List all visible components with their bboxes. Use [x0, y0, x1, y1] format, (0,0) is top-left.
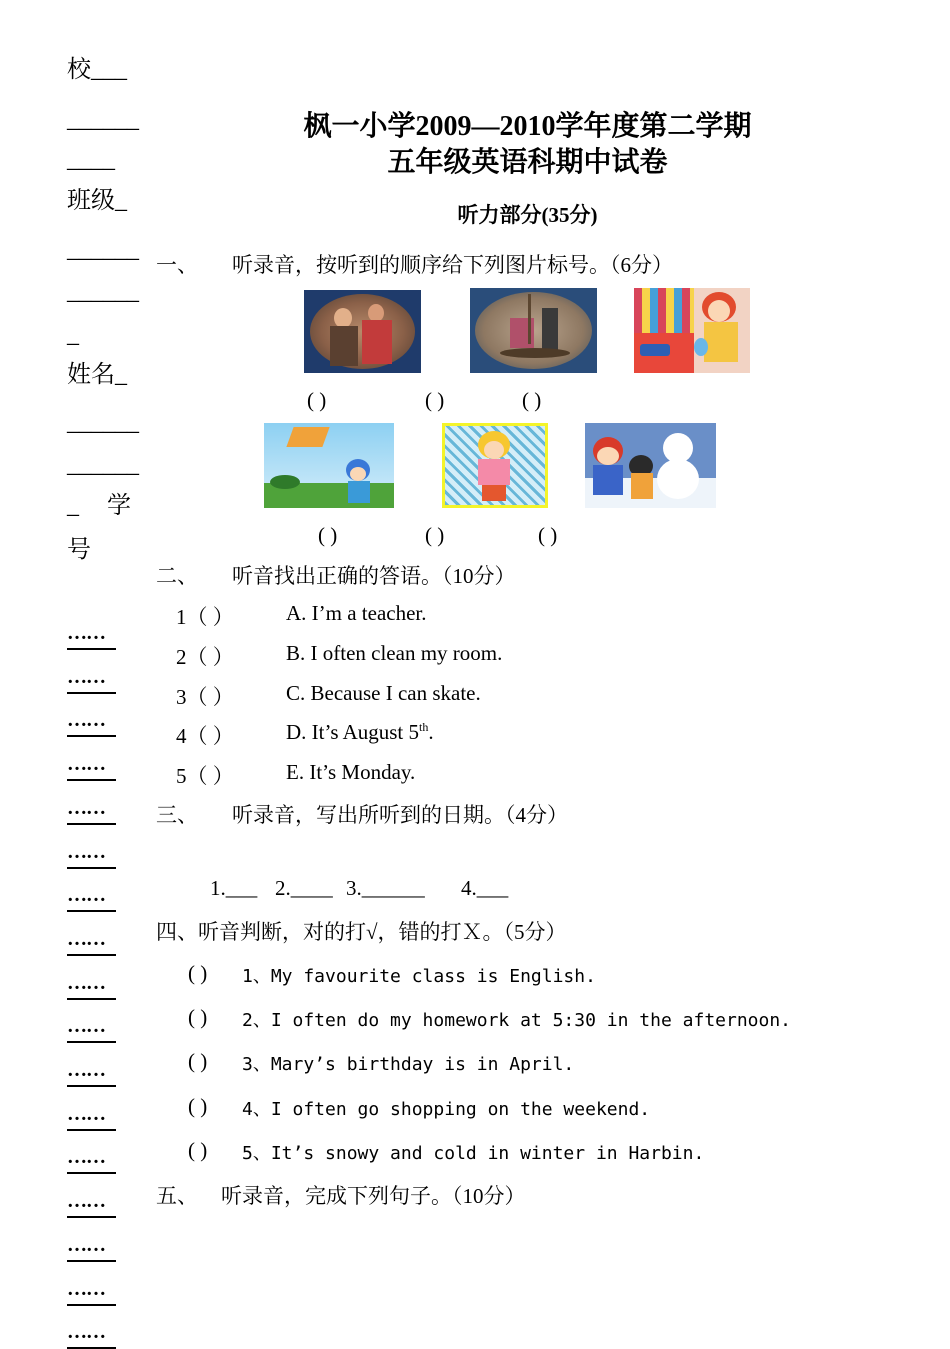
binding-dots: ……	[67, 845, 116, 869]
date-blank-1[interactable]: 1.___	[210, 876, 258, 900]
date-blank-2[interactable]: 2.____	[275, 876, 333, 900]
answer-paren[interactable]: ( )	[425, 523, 445, 547]
answer-option	[286, 720, 434, 745]
class-field: 班级_	[67, 188, 127, 214]
section-text: 听录音，按听到的顺序给下列图片标号。（6分）	[232, 253, 673, 277]
binding-dots: ……	[67, 1150, 116, 1174]
answer-option: E. It’s Monday.	[286, 760, 416, 784]
answer-paren[interactable]: ( )	[307, 388, 327, 412]
judge-paren[interactable]: ( )	[188, 1005, 208, 1029]
ordinal-suffix: th	[419, 720, 429, 734]
question-number[interactable]: 2（ ）	[176, 645, 234, 669]
binding-dots: ……	[67, 1282, 116, 1306]
judge-paren[interactable]: ( )	[188, 961, 208, 985]
section-text: 听录音，写出所听到的日期。（4分）	[232, 803, 568, 827]
judge-statement: 5、It’s snowy and cold in winter in Harbin.	[242, 1143, 705, 1164]
section-5-heading	[156, 1180, 526, 1210]
section-number: 一、	[156, 253, 198, 277]
binding-dots: ……	[67, 1063, 116, 1087]
binding-dots: ……	[67, 976, 116, 1000]
section-1-heading	[156, 249, 673, 279]
page-title-line2: 五年级英语科期中试卷	[387, 147, 668, 178]
picture-planting-tree	[470, 288, 597, 373]
blank-line: _	[67, 493, 79, 519]
judge-statement: 2、I often do my homework at 5:30 in the afternoon.	[242, 1010, 792, 1031]
blank-line: ____	[67, 147, 115, 173]
binding-dots: ……	[67, 888, 116, 912]
answer-paren[interactable]: ( )	[318, 523, 338, 547]
binding-dots: ……	[67, 713, 116, 737]
binding-dots: ……	[67, 1194, 116, 1218]
judge-statement: 4、I often go shopping on the weekend.	[242, 1099, 651, 1120]
section-text: 听音找出正确的答语。（10分）	[232, 564, 516, 588]
section-4-heading: 四、听音判断，对的打√，错的打Ｘ。（5分）	[156, 920, 567, 944]
blank-line: ______	[67, 452, 139, 478]
answer-option: A. I’m a teacher.	[286, 601, 427, 625]
student-number-label: 号	[67, 537, 91, 563]
binding-dots: ……	[67, 626, 116, 650]
question-number[interactable]: 1（ ）	[176, 605, 234, 629]
answer-paren[interactable]: ( )	[522, 388, 542, 412]
judge-paren[interactable]: ( )	[188, 1049, 208, 1073]
answer-text: D. It’s August 5	[286, 720, 420, 744]
judge-paren[interactable]: ( )	[188, 1138, 208, 1162]
picture-shopping-girl	[634, 288, 750, 373]
blank-line: _	[67, 322, 79, 348]
question-number[interactable]: 3（ ）	[176, 685, 234, 709]
picture-snowman	[585, 423, 716, 508]
picture-flying-kite	[264, 423, 394, 508]
section-subtitle: 听力部分(35分)	[457, 203, 598, 227]
date-blank-3[interactable]: 3.______	[346, 876, 425, 900]
page-title: 枫一小学2009—2010学年度第二学期	[303, 111, 752, 142]
answer-option: C. Because I can skate.	[286, 681, 481, 705]
blank-line: ______	[67, 107, 139, 133]
binding-dots: ……	[67, 1107, 116, 1131]
section-number: 二、	[156, 564, 198, 588]
question-number[interactable]: 5（ ）	[176, 764, 234, 788]
binding-dots: ……	[67, 801, 116, 825]
name-field: 姓名_	[67, 362, 127, 388]
judge-paren[interactable]: ( )	[188, 1094, 208, 1118]
section-3-heading	[156, 799, 568, 829]
answer-option: B. I often clean my room.	[286, 641, 503, 665]
answer-paren[interactable]: ( )	[425, 388, 445, 412]
student-number-label: 学	[107, 493, 131, 519]
section-number: 三、	[156, 803, 198, 827]
section-text: 听录音，完成下列句子。（10分）	[221, 1184, 526, 1208]
judge-statement: 3、Mary’s birthday is in April.	[242, 1054, 575, 1075]
binding-dots: ……	[67, 1325, 116, 1349]
judge-statement: 1、My favourite class is English.	[242, 966, 596, 987]
answer-paren[interactable]: ( )	[538, 523, 558, 547]
blank-line: ______	[67, 279, 139, 305]
binding-dots: ……	[67, 1238, 116, 1262]
section-2-heading	[156, 560, 516, 590]
picture-family-hug	[304, 290, 421, 373]
date-blank-4[interactable]: 4.___	[461, 876, 509, 900]
question-number[interactable]: 4（ ）	[176, 724, 234, 748]
blank-line: ______	[67, 410, 139, 436]
binding-dots: ……	[67, 1019, 116, 1043]
blank-line: ______	[67, 237, 139, 263]
binding-dots: ……	[67, 757, 116, 781]
section-number: 五、	[156, 1184, 198, 1208]
school-field: 校___	[67, 57, 127, 83]
binding-dots: ……	[67, 932, 116, 956]
answer-end: .	[428, 720, 434, 744]
binding-dots: ……	[67, 670, 116, 694]
picture-skating-girl	[442, 423, 548, 508]
